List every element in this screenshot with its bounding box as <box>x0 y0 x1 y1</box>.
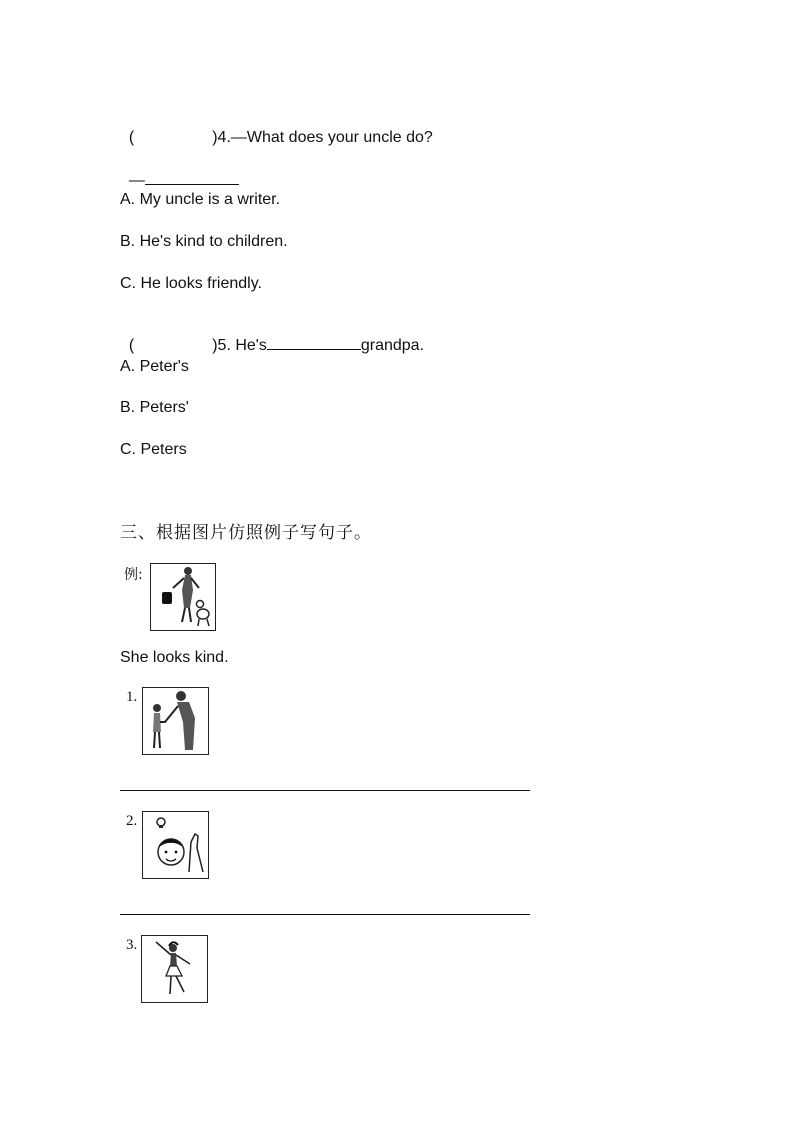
example-label: 例: <box>124 567 143 583</box>
answer-line[interactable] <box>120 914 530 915</box>
option-a: A. My uncle is a writer. <box>120 191 281 208</box>
question-4-answer-line <box>120 150 239 191</box>
man-shaking-hands-with-boy-illustration <box>142 687 209 755</box>
option-b: B. He's kind to children. <box>120 233 288 250</box>
option-b: B. Peters' <box>120 399 189 416</box>
question-5-stem-after: grandpa. <box>360 337 425 354</box>
item-number: 3. <box>126 937 138 953</box>
example-sentence: She looks kind. <box>120 649 229 666</box>
boy-with-idea-bulb-illustration <box>142 811 209 879</box>
answer-paren-open: ( <box>128 337 135 354</box>
answer-paren-open: ( <box>128 129 135 146</box>
item-number: 2. <box>126 813 138 829</box>
woman-petting-dog-illustration <box>150 563 216 631</box>
answer-line[interactable] <box>120 790 530 791</box>
question-4 <box>120 108 433 148</box>
item-number: 1. <box>126 689 138 705</box>
option-c: C. Peters <box>120 441 187 458</box>
question-5 <box>120 315 424 356</box>
question-4-stem: )4.—What does your uncle do? <box>212 129 433 146</box>
fill-blank[interactable] <box>267 335 361 350</box>
answer-blank[interactable] <box>145 170 239 185</box>
girl-dancing-illustration <box>141 935 208 1003</box>
option-a: A. Peter's <box>120 358 189 375</box>
dash: — <box>128 172 145 189</box>
option-c: C. He looks friendly. <box>120 275 262 292</box>
question-5-stem-before: )5. He's <box>212 337 267 354</box>
section-3-heading: 三、根据图片仿照例子写句子。 <box>120 523 372 543</box>
